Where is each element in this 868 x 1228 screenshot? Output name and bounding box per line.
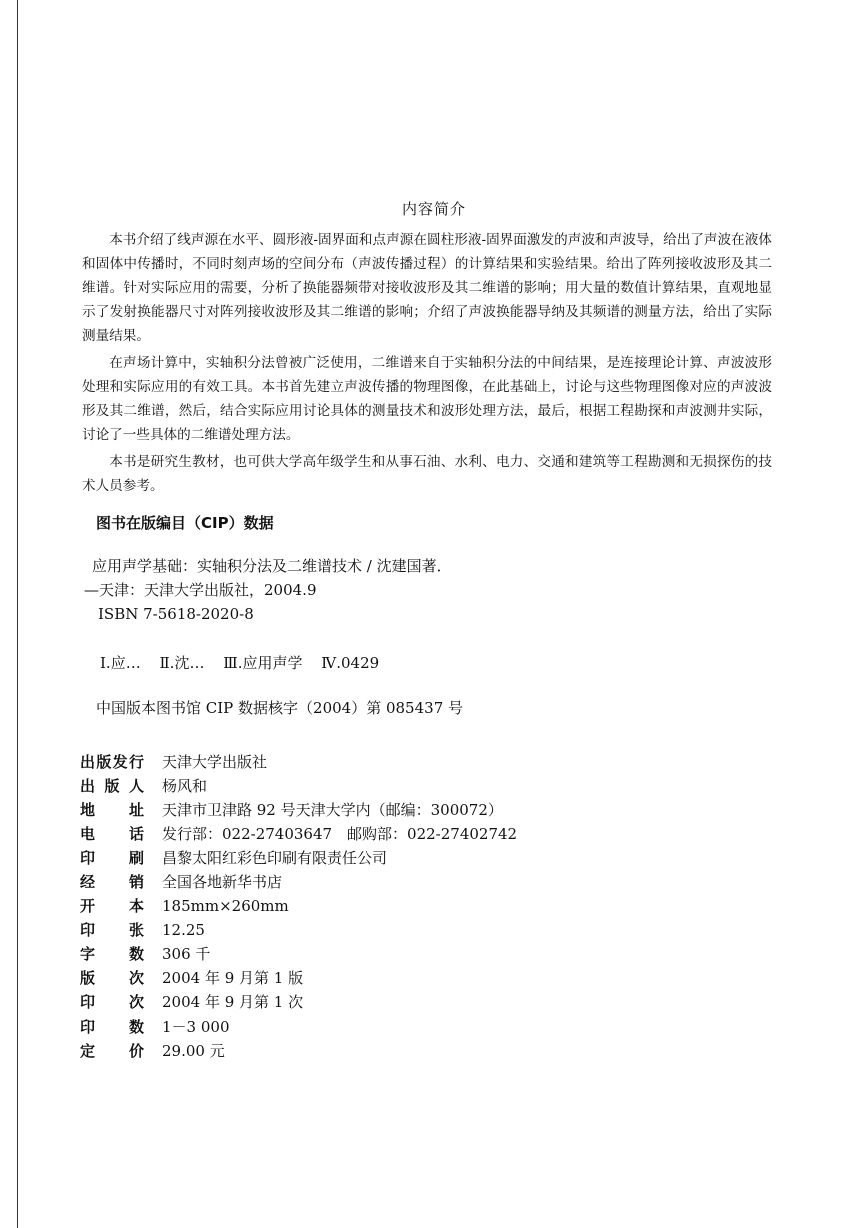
cip-class-item: Ⅱ.沈…	[159, 654, 205, 672]
colophon-label: 地址	[80, 800, 144, 819]
cip-class-item: Ⅲ.应用声学	[223, 654, 303, 672]
colophon-row	[80, 869, 780, 893]
colophon-label: 出版发行	[80, 752, 144, 771]
colophon-value: 天津大学出版社	[162, 752, 268, 771]
colophon-label: 定价	[80, 1041, 144, 1060]
cip-book-title-line: 应用声学基础：实轴积分法及二维谱技术 / 沈建国著．	[92, 557, 452, 575]
colophon	[80, 749, 780, 1062]
colophon-row	[80, 773, 780, 797]
colophon-label: 版次	[80, 969, 144, 988]
colophon-value: 12.25	[162, 920, 205, 939]
summary-title: 内容简介	[401, 200, 466, 218]
colophon-row	[80, 990, 780, 1014]
colophon-value: 杨风和	[162, 776, 208, 795]
cip-class-item: Ⅳ.0429	[321, 654, 380, 672]
colophon-value: 2004 年 9 月第 1 版	[162, 969, 304, 988]
colophon-label: 电话	[80, 824, 144, 843]
summary-paragraph: 在声场计算中，实轴积分法曾被广泛使用，二维谱来自于实轴积分法的中间结果，是连接理论计算、声波波形处理和实际应用的有效工具。本书首先建立声波传播的物理图像，在此基础上，讨论与这些物理图像对应的声波波形及其二维谱，然后，结合实际应用讨论具体的测量技术和波形处理方法，最后，根据工程勘探和声波测井实际，讨论了一些具体的二维谱处理方法。	[82, 355, 772, 443]
colophon-row	[80, 966, 780, 990]
cip-publisher-line: —天津：天津大学出版社，2004.9	[84, 581, 317, 599]
colophon-label: 出版人	[80, 776, 144, 795]
summary-body	[82, 228, 772, 501]
colophon-label: 字数	[80, 945, 144, 964]
colophon-value: 昌黎太阳红彩色印刷有限责任公司	[162, 848, 388, 867]
summary-paragraph: 本书介绍了线声源在水平、圆形液-固界面和点声源在圆柱形液-固界面激发的声波和声波导，给出了声波在液体和固体中传播时，不同时刻声场的空间分布（声波传播过程）的计算结果和实验结果。给出了阵列接收波形及其二维谱。针对实际应用的需要，分析了换能器频带对接收波形及其二维谱的影响；用大量的数值计算结果，直观地显示了发射换能器尺寸对阵列接收波形及其二维谱的影响；介绍了声波换能器导纳及其频谱的测量方法，给出了实际测量结果。	[82, 232, 772, 344]
cip-record-number: 中国版本图书馆 CIP 数据核字（2004）第 085437 号	[96, 699, 464, 717]
colophon-value: 29.00 元	[162, 1041, 225, 1060]
colophon-row	[80, 821, 780, 845]
colophon-value: 1－3 000	[162, 1017, 230, 1036]
colophon-row	[80, 749, 780, 773]
colophon-label: 印次	[80, 993, 144, 1012]
colophon-row	[80, 845, 780, 869]
colophon-row	[80, 797, 780, 821]
cip-title: 图书在版编目（CIP）数据	[96, 514, 274, 532]
colophon-label: 印数	[80, 1017, 144, 1036]
colophon-label: 开本	[80, 897, 144, 916]
colophon-value: 2004 年 9 月第 1 次	[162, 993, 304, 1012]
colophon-row	[80, 942, 780, 966]
colophon-label: 印张	[80, 921, 144, 940]
summary-paragraph: 本书是研究生教材，也可供大学高年级学生和从事石油、水利、电力、交通和建筑等工程勘测和无损探伤的技术人员参考。	[82, 454, 772, 494]
colophon-value: 天津市卫津路 92 号天津大学内（邮编：300072）	[162, 800, 503, 819]
colophon-value: 185mm×260mm	[162, 896, 289, 915]
colophon-value: 306 千	[162, 945, 211, 964]
colophon-value: 发行部：022-27403647 邮购部：022-27402742	[162, 824, 518, 843]
colophon-row	[80, 1014, 780, 1038]
colophon-label: 印刷	[80, 848, 144, 867]
colophon-row	[80, 1038, 780, 1062]
cip-classification	[100, 652, 393, 673]
colophon-label: 经销	[80, 873, 144, 892]
colophon-row	[80, 894, 780, 918]
page-left-border	[17, 0, 18, 1228]
cip-isbn: ISBN 7-5618-2020-8	[98, 605, 254, 623]
colophon-row	[80, 918, 780, 942]
colophon-value: 全国各地新华书店	[162, 873, 283, 892]
cip-class-item: Ⅰ.应…	[100, 654, 141, 672]
cip-book-record	[84, 554, 792, 626]
